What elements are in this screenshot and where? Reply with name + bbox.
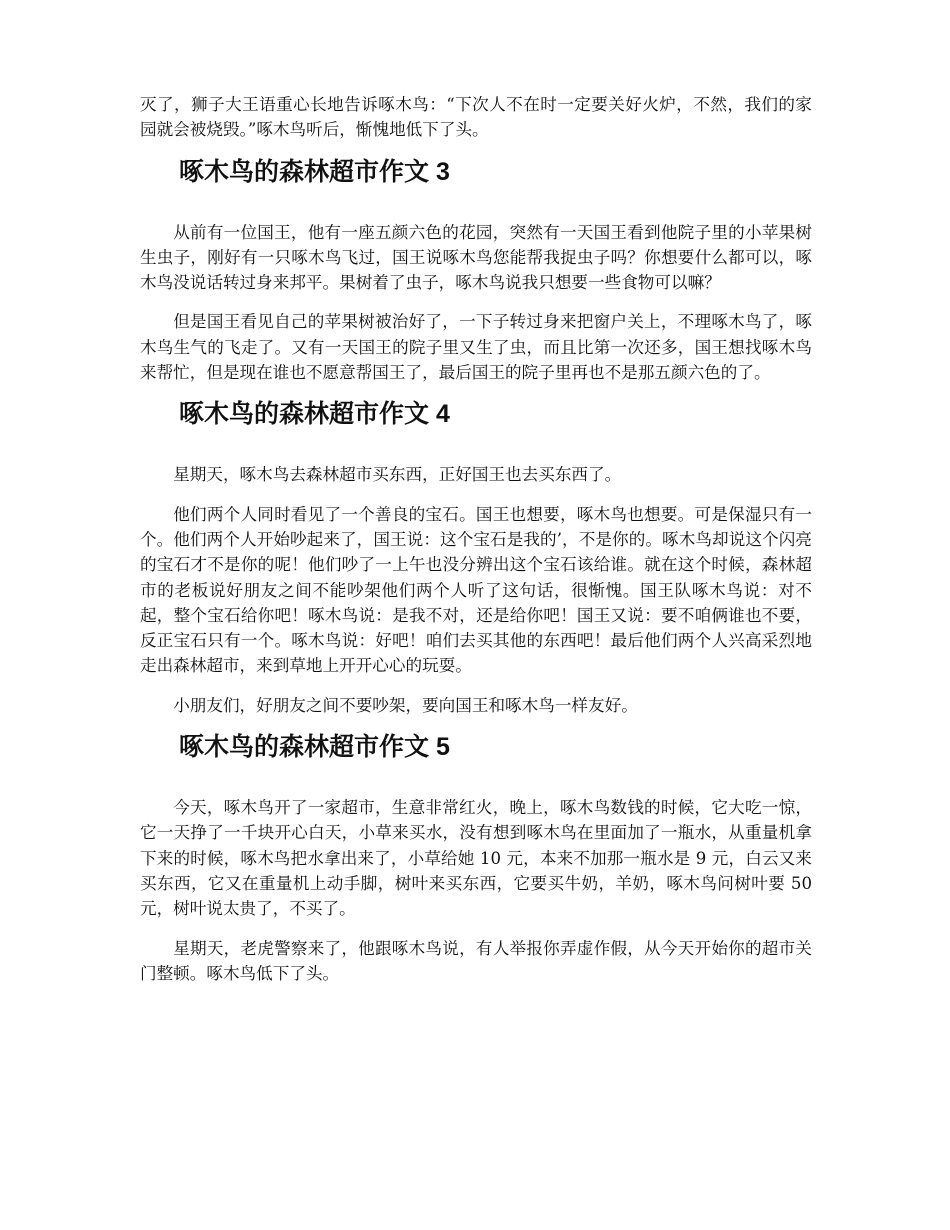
paragraph: 从前有一位国王，他有一座五颜六色的花园，突然有一天国王看到他院子里的小苹果树生虫子，刚好有一只啄木鸟飞过，国王说啄木鸟您能帮我捉虫子吗？你想要什么都可以，啄木鸟没说话转过身来邦平。果树着了虫子，啄木鸟说我只想要一些食物可以嘛？: [140, 222, 812, 293]
paragraph: 小朋友们，好朋友之间不要吵架，要向国王和啄木鸟一样友好。: [173, 695, 638, 715]
paragraph: 今天，啄木鸟开了一家超市，生意非常红火，晚上，啄木鸟数钱的时候，它大吃一惊，它一天挣了一千块开心白天，小草来买水，没有想到啄木鸟在里面加了一瓶水，从重量机拿下来的时候，啄木鸟把水拿出来了，小草给她 10 元，本来不加那一瓶水是 9 元，白云又来买东西，它又在重量机上动手脚，树叶来买东西，它要买牛奶，羊奶，啄木鸟问树叶要 50 元，树叶说太贵了，不买了。: [140, 798, 812, 919]
section-heading-4: 啄木鸟的森林超市作文 4: [179, 400, 450, 429]
paragraph: 但是国王看见自己的苹果树被治好了，一下子转过身来把窗户关上，不理啄木鸟了，啄木鸟生气的飞走了。又有一天国王的院子里又生了虫，而且比第一次还多，国王想找啄木鸟来帮忙，但是现在谁也不愿意帮国王了，最后国王的院子里再也不是那五颜六色的了。: [140, 312, 812, 383]
document-page: [140, 92, 812, 986]
section-heading-3: 啄木鸟的森林超市作文 3: [179, 157, 450, 186]
section-heading-5: 啄木鸟的森林超市作文 5: [179, 733, 450, 762]
paragraph: 星期天，啄木鸟去森林超市买东西，正好国王也去买东西了。: [173, 465, 622, 485]
paragraph: 星期天，老虎警察来了，他跟啄木鸟说，有人举报你弄虚作假，从今天开始你的超市关门整顿。啄木鸟低下了头。: [140, 938, 812, 983]
paragraph-continuation: 灭了，狮子大王语重心长地告诉啄木鸟：“下次人不在时一定要关好火炉，不然，我们的家园就会被烧毁。”啄木鸟听后，惭愧地低下了头。: [140, 95, 812, 140]
paragraph: 他们两个人同时看见了一个善良的宝石。国王也想要，啄木鸟也想要。可是保湿只有一个。他们两个人开始吵起来了，国王说：这个宝石是我的’，不是你的。啄木鸟却说这个闪亮的宝石才不是你的呢！他们吵了一上午也没分辨出这个宝石该给谁。就在这个时候，森林超市的老板说好朋友之间不能吵架他们两个人听了这句话，很惭愧。国王队啄木鸟说：对不起，整个宝石给你吧！啄木鸟说：是我不对，还是给你吧！国王又说：要不咱俩谁也不要，反正宝石只有一个。啄木鸟说：好吧！咱们去买其他的东西吧！最后他们两个人兴高采烈地走出森林超市，来到草地上开开心心的玩耍。: [140, 504, 812, 676]
